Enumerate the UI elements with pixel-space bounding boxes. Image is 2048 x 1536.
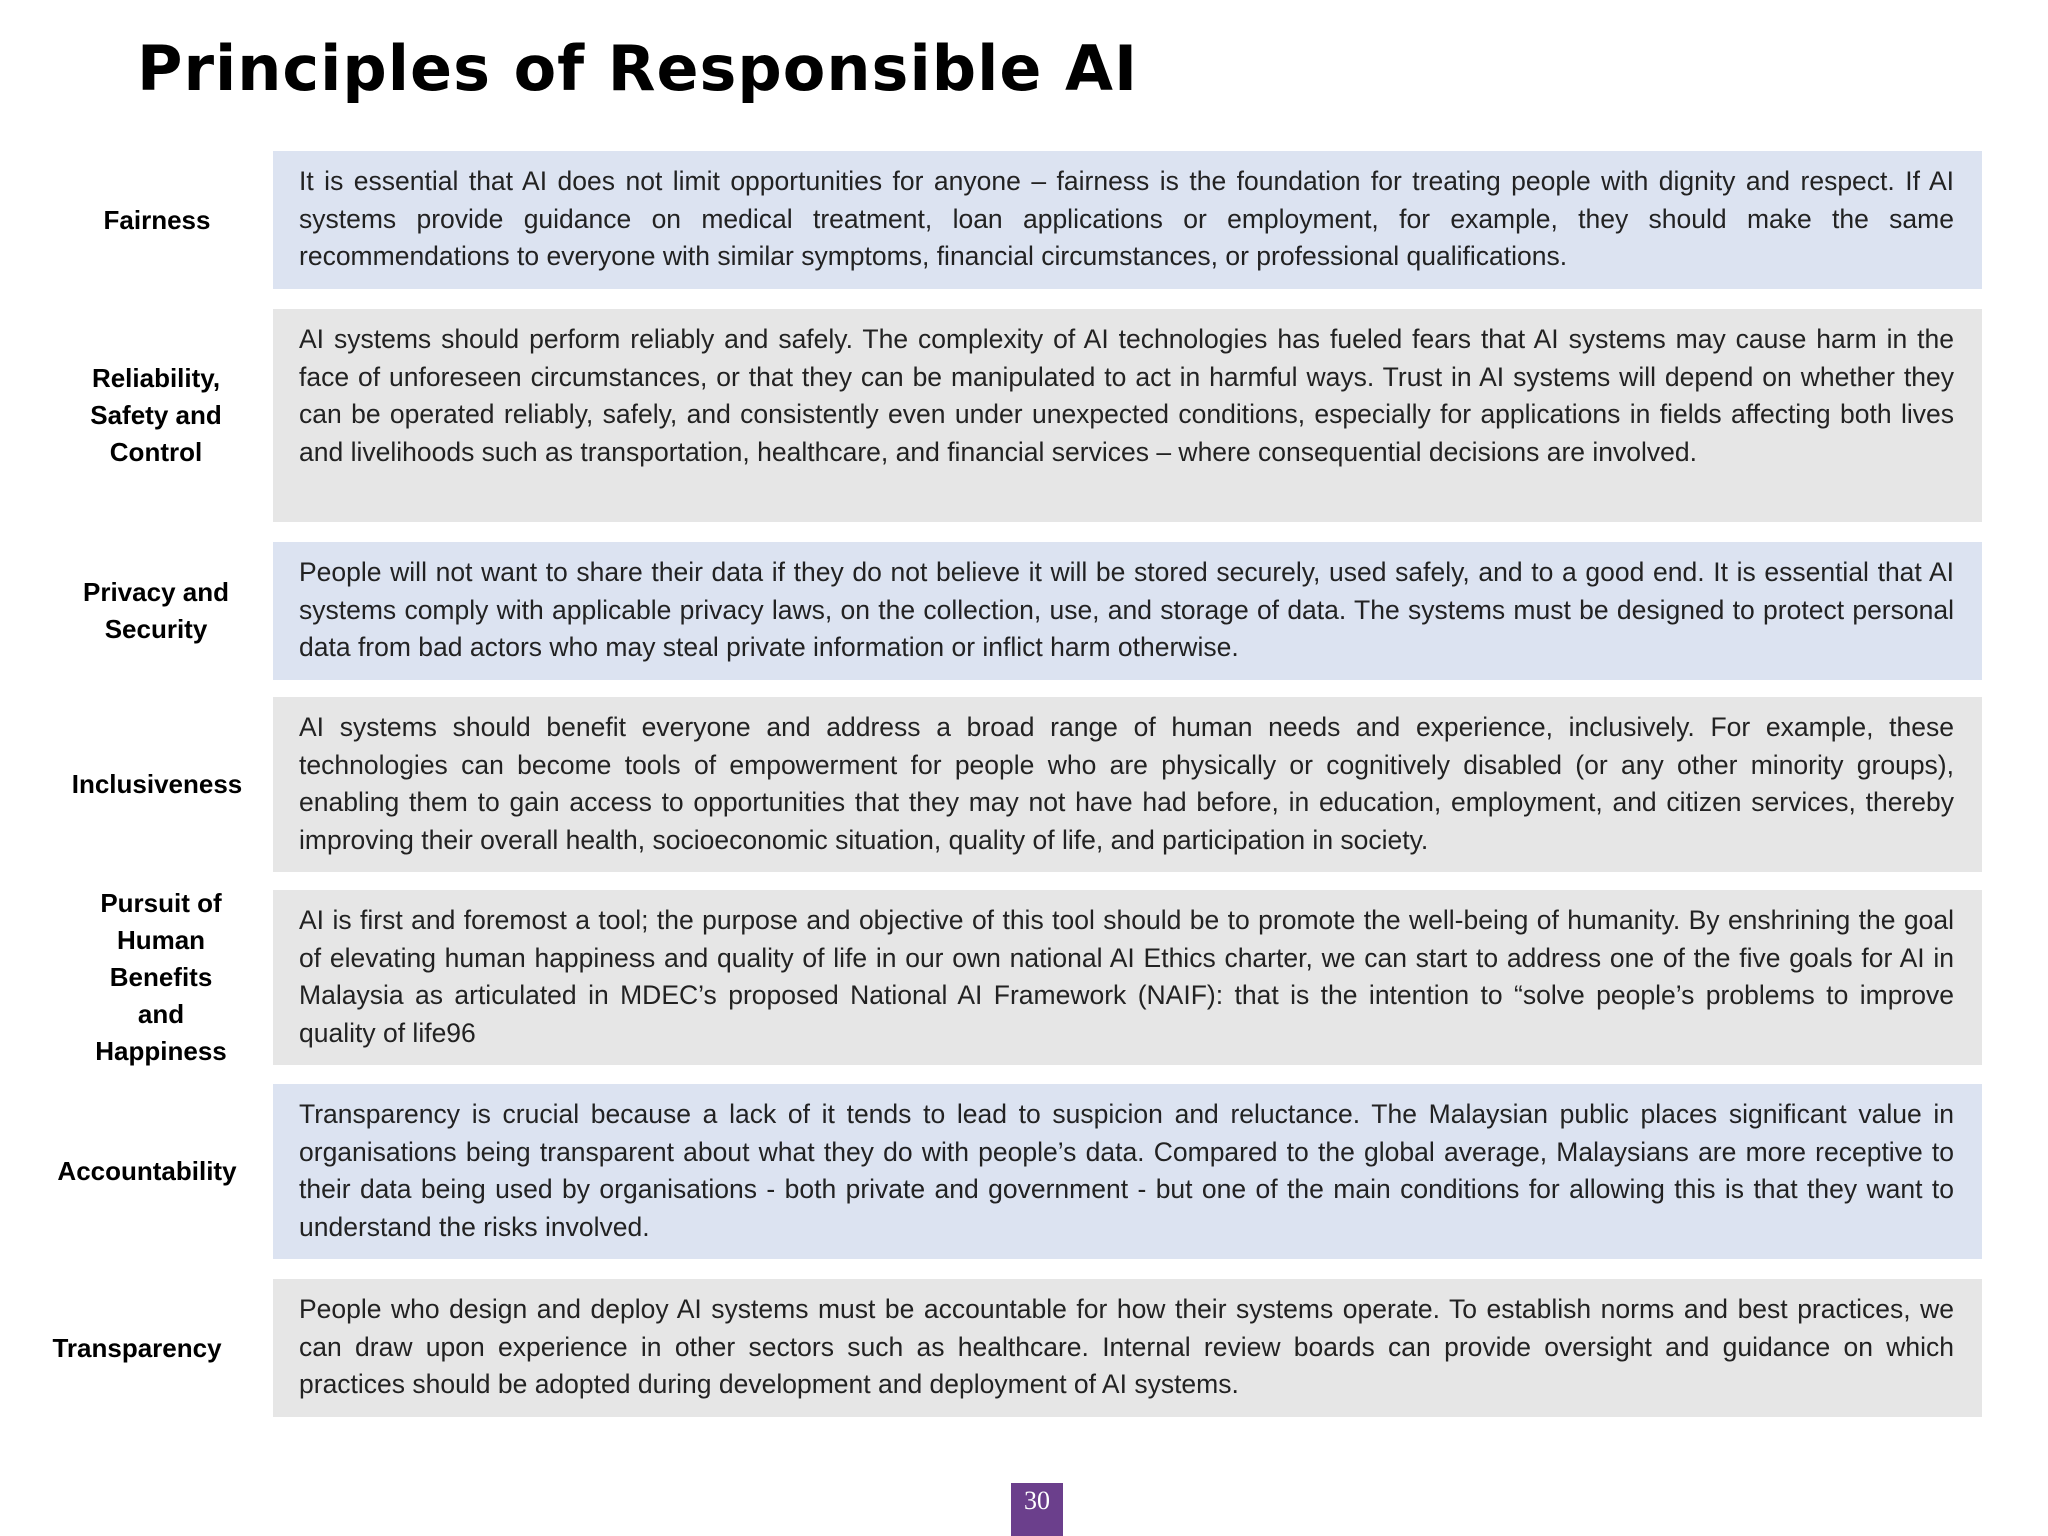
principle-privacy-security xyxy=(0,542,2048,680)
principle-label: Accountability xyxy=(57,1156,237,1186)
page-number: 30 xyxy=(1011,1483,1063,1536)
principle-description: It is essential that AI does not limit opportunities for anyone – fairness is the foundation for treating people with dignity and respect. If AI systems provide guidance on medical treatment, loan applications or employment, for example, they should make the same recommendations to everyone with similar symptoms, financial circumstances, or professional qualifications. xyxy=(273,151,1982,289)
principle-fairness xyxy=(0,151,2048,289)
principle-description: Transparency is crucial because a lack of it tends to lead to suspicion and reluctance. The Malaysian public places significant value in organisations being transparent about what they do with people’s data. Compared to the global average, Malaysians are more receptive to their data being used by organisations - both private and government - but one of the main conditions for allowing this is that they want to understand the risks involved. xyxy=(273,1084,1982,1259)
principle-description: People who design and deploy AI systems must be accountable for how their systems operate. To establish norms and best practices, we can draw upon experience in other sectors such as healthcare. Internal review boards can provide oversight and guidance on which practices should be adopted during development and deployment of AI systems. xyxy=(273,1279,1982,1417)
page-title: Principles of Responsible AI xyxy=(137,32,1139,105)
principle-transparency xyxy=(0,1279,2048,1417)
principle-label: Privacy and Security xyxy=(83,577,229,644)
principle-accountability xyxy=(0,1084,2048,1259)
principle-description: People will not want to share their data if they do not believe it will be stored securely, used safely, and to a good end. It is essential that AI systems comply with applicable privacy laws, on the collection, use, and storage of data. The systems must be designed to protect personal data from bad actors who may steal private information or inflict harm otherwise. xyxy=(273,542,1982,680)
principle-label: Fairness xyxy=(103,204,211,235)
principle-description: AI systems should benefit everyone and address a broad range of human needs and experience, inclusively. For example, these technologies can become tools of empowerment for people who are physically or cognitively disabled (or any other minority groups), enabling them to gain access to opportunities that they may not have had before, in education, employment, and citizen services, thereby improving their overall health, socioeconomic situation, quality of life, and participation in society. xyxy=(273,697,1982,872)
principle-reliability-safety-control xyxy=(0,309,2048,522)
principle-label: Transparency xyxy=(52,1332,222,1363)
principle-label: Inclusiveness xyxy=(71,769,243,799)
principle-inclusiveness xyxy=(0,697,2048,872)
principle-description: AI is first and foremost a tool; the purpose and objective of this tool should be to promote the well-being of humanity. By enshrining the goal of elevating human happiness and quality of life in our own national AI Ethics charter, we can start to address one of the five goals for AI in Malaysia as articulated in MDEC’s proposed National AI Framework (NAIF): that is the intention to “solve people’s problems to improve quality of life96 xyxy=(273,890,1982,1065)
principle-label: Reliability, Safety and Control xyxy=(90,363,222,467)
principle-description: AI systems should perform reliably and safely. The complexity of AI technologies has fueled fears that AI systems may cause harm in the face of unforeseen circumstances, or that they can be manipulated to act in harmful ways. Trust in AI systems will depend on whether they can be operated reliably, safely, and consistently even under unexpected conditions, especially for applications in fields affecting both lives and livelihoods such as transportation, healthcare, and financial services – where consequential decisions are involved. xyxy=(273,309,1982,522)
principle-human-benefits-happiness xyxy=(0,890,2048,1065)
principle-label: Pursuit of Human Benefits and Happiness xyxy=(95,888,227,1066)
